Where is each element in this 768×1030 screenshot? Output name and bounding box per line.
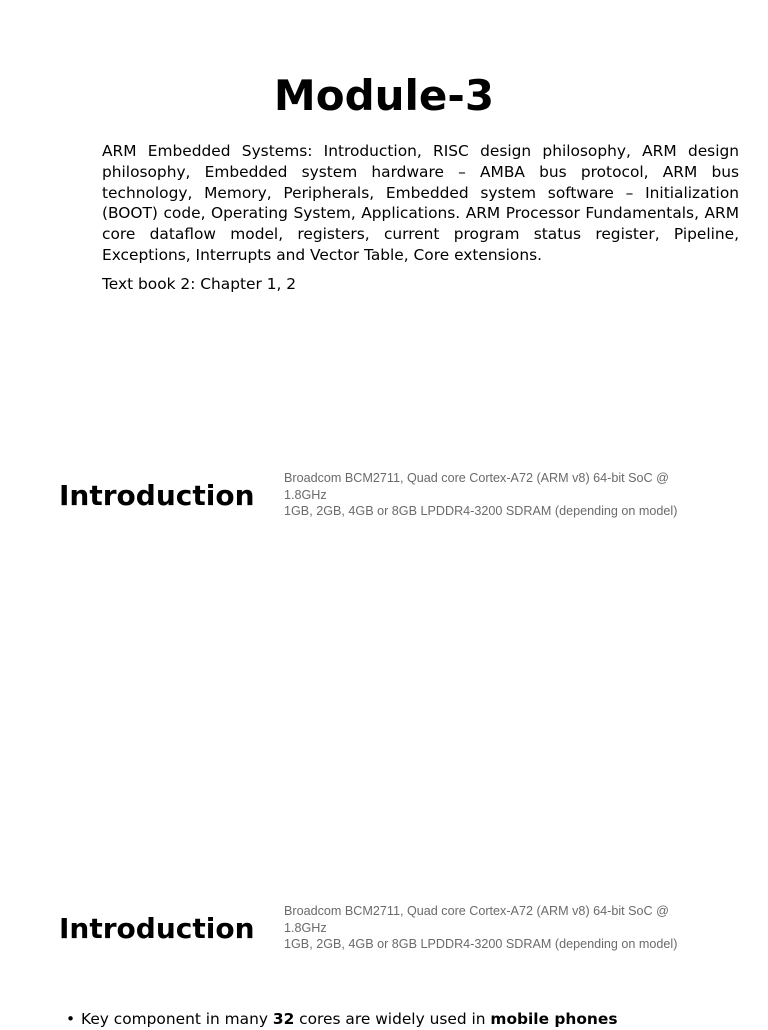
spec-line-soc: Broadcom BCM2711, Quad core Cortex-A72 (ARM v8) 64-bit SoC @ 1.8GHz — [284, 471, 669, 502]
bullet-text: Key component in many — [81, 1010, 273, 1028]
textbook-reference: Text book 2: Chapter 1, 2 — [102, 275, 297, 293]
bullet-marker: • — [66, 1010, 76, 1028]
spec-text-image — [284, 903, 714, 953]
bullet-bold-text: mobile phones — [490, 1010, 618, 1028]
syllabus-paragraph: ARM Embedded Systems: Introduction, RISC design philosophy, ARM design philosophy, Embedded system hardware – AMBA bus protocol, ARM bus technology, Memory, Peripherals, Embedded system software – Initialization (BOOT) code, Operating System, Applications. ARM Processor Fundamentals, ARM core dataflow model, registers, current program status register, Pipeline, Exceptions, Interrupts and Vector Table, Core extensions. — [102, 142, 739, 264]
section-heading: Introduction — [59, 479, 255, 512]
spec-line-ram: 1GB, 2GB, 4GB or 8GB LPDDR4-3200 SDRAM (depending on model) — [284, 937, 678, 951]
bullet-text: cores are widely used in — [294, 1010, 491, 1028]
spec-line-soc: Broadcom BCM2711, Quad core Cortex-A72 (ARM v8) 64-bit SoC @ 1.8GHz — [284, 904, 669, 935]
spec-line-ram: 1GB, 2GB, 4GB or 8GB LPDDR4-3200 SDRAM (depending on model) — [284, 504, 678, 518]
page-title: Module-3 — [273, 71, 495, 120]
bullet-item — [66, 1008, 617, 1030]
spec-text-image — [284, 470, 714, 520]
bullet-bold-text: 32 — [272, 1010, 295, 1028]
section-heading: Introduction — [59, 912, 255, 945]
